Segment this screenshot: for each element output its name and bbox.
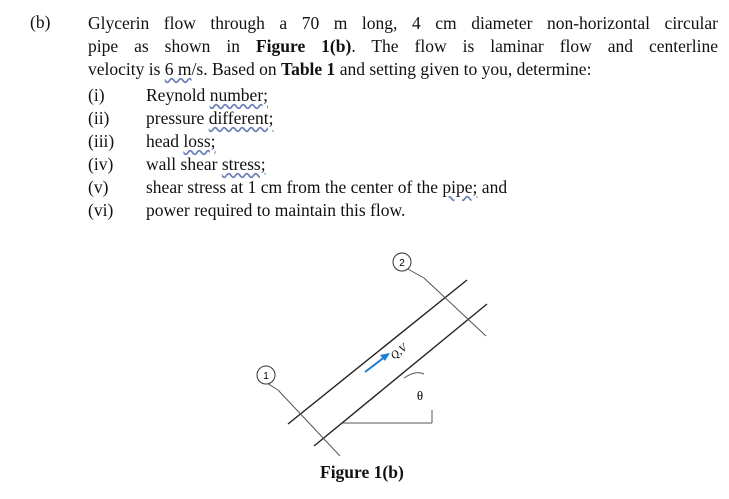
intro-line-2: pipe as shown in Figure 1(b). The flow is laminar flow and centerline <box>88 36 718 56</box>
item-text: head loss; <box>146 131 216 151</box>
item-number: (ii) <box>88 108 110 128</box>
angle-label: θ <box>416 388 424 403</box>
item-number: (iv) <box>88 154 114 174</box>
item-text: shear stress at 1 cm from the center of the pipe; and <box>146 177 508 197</box>
item-text: power required to maintain this flow. <box>146 200 406 220</box>
item-text: pressure different; <box>146 108 274 128</box>
flow-label: Q,V <box>388 341 410 363</box>
item-text: wall shear stress; <box>146 154 266 174</box>
section-2-label: 2 <box>399 258 405 269</box>
item-number: (iii) <box>88 131 115 151</box>
item-number: (vi) <box>88 200 114 220</box>
section-2-leader <box>406 268 424 278</box>
table-reference: Table 1 <box>281 59 336 79</box>
item-text: Reynold number; <box>146 85 269 105</box>
item-number: (i) <box>88 85 105 105</box>
question-part-label: (b) <box>30 12 51 32</box>
angle-arc <box>404 373 424 378</box>
figure-reference: Figure 1(b) <box>255 36 352 56</box>
intro-line-1: Glycerin flow through a 70 m long, 4 cm diameter non-horizontal circular <box>88 13 718 33</box>
pipe-wall-lower <box>314 304 487 446</box>
item-number: (v) <box>88 177 109 197</box>
section-1-label: 1 <box>263 371 269 382</box>
section-1-line <box>278 390 340 456</box>
pipe-wall-upper <box>288 280 467 424</box>
velocity-value: 6 m <box>164 59 192 79</box>
figure-caption: Figure 1(b) <box>320 462 404 482</box>
intro-line-3: velocity is 6 m/s. Based on Table 1 and setting given to you, determine: <box>88 59 592 79</box>
